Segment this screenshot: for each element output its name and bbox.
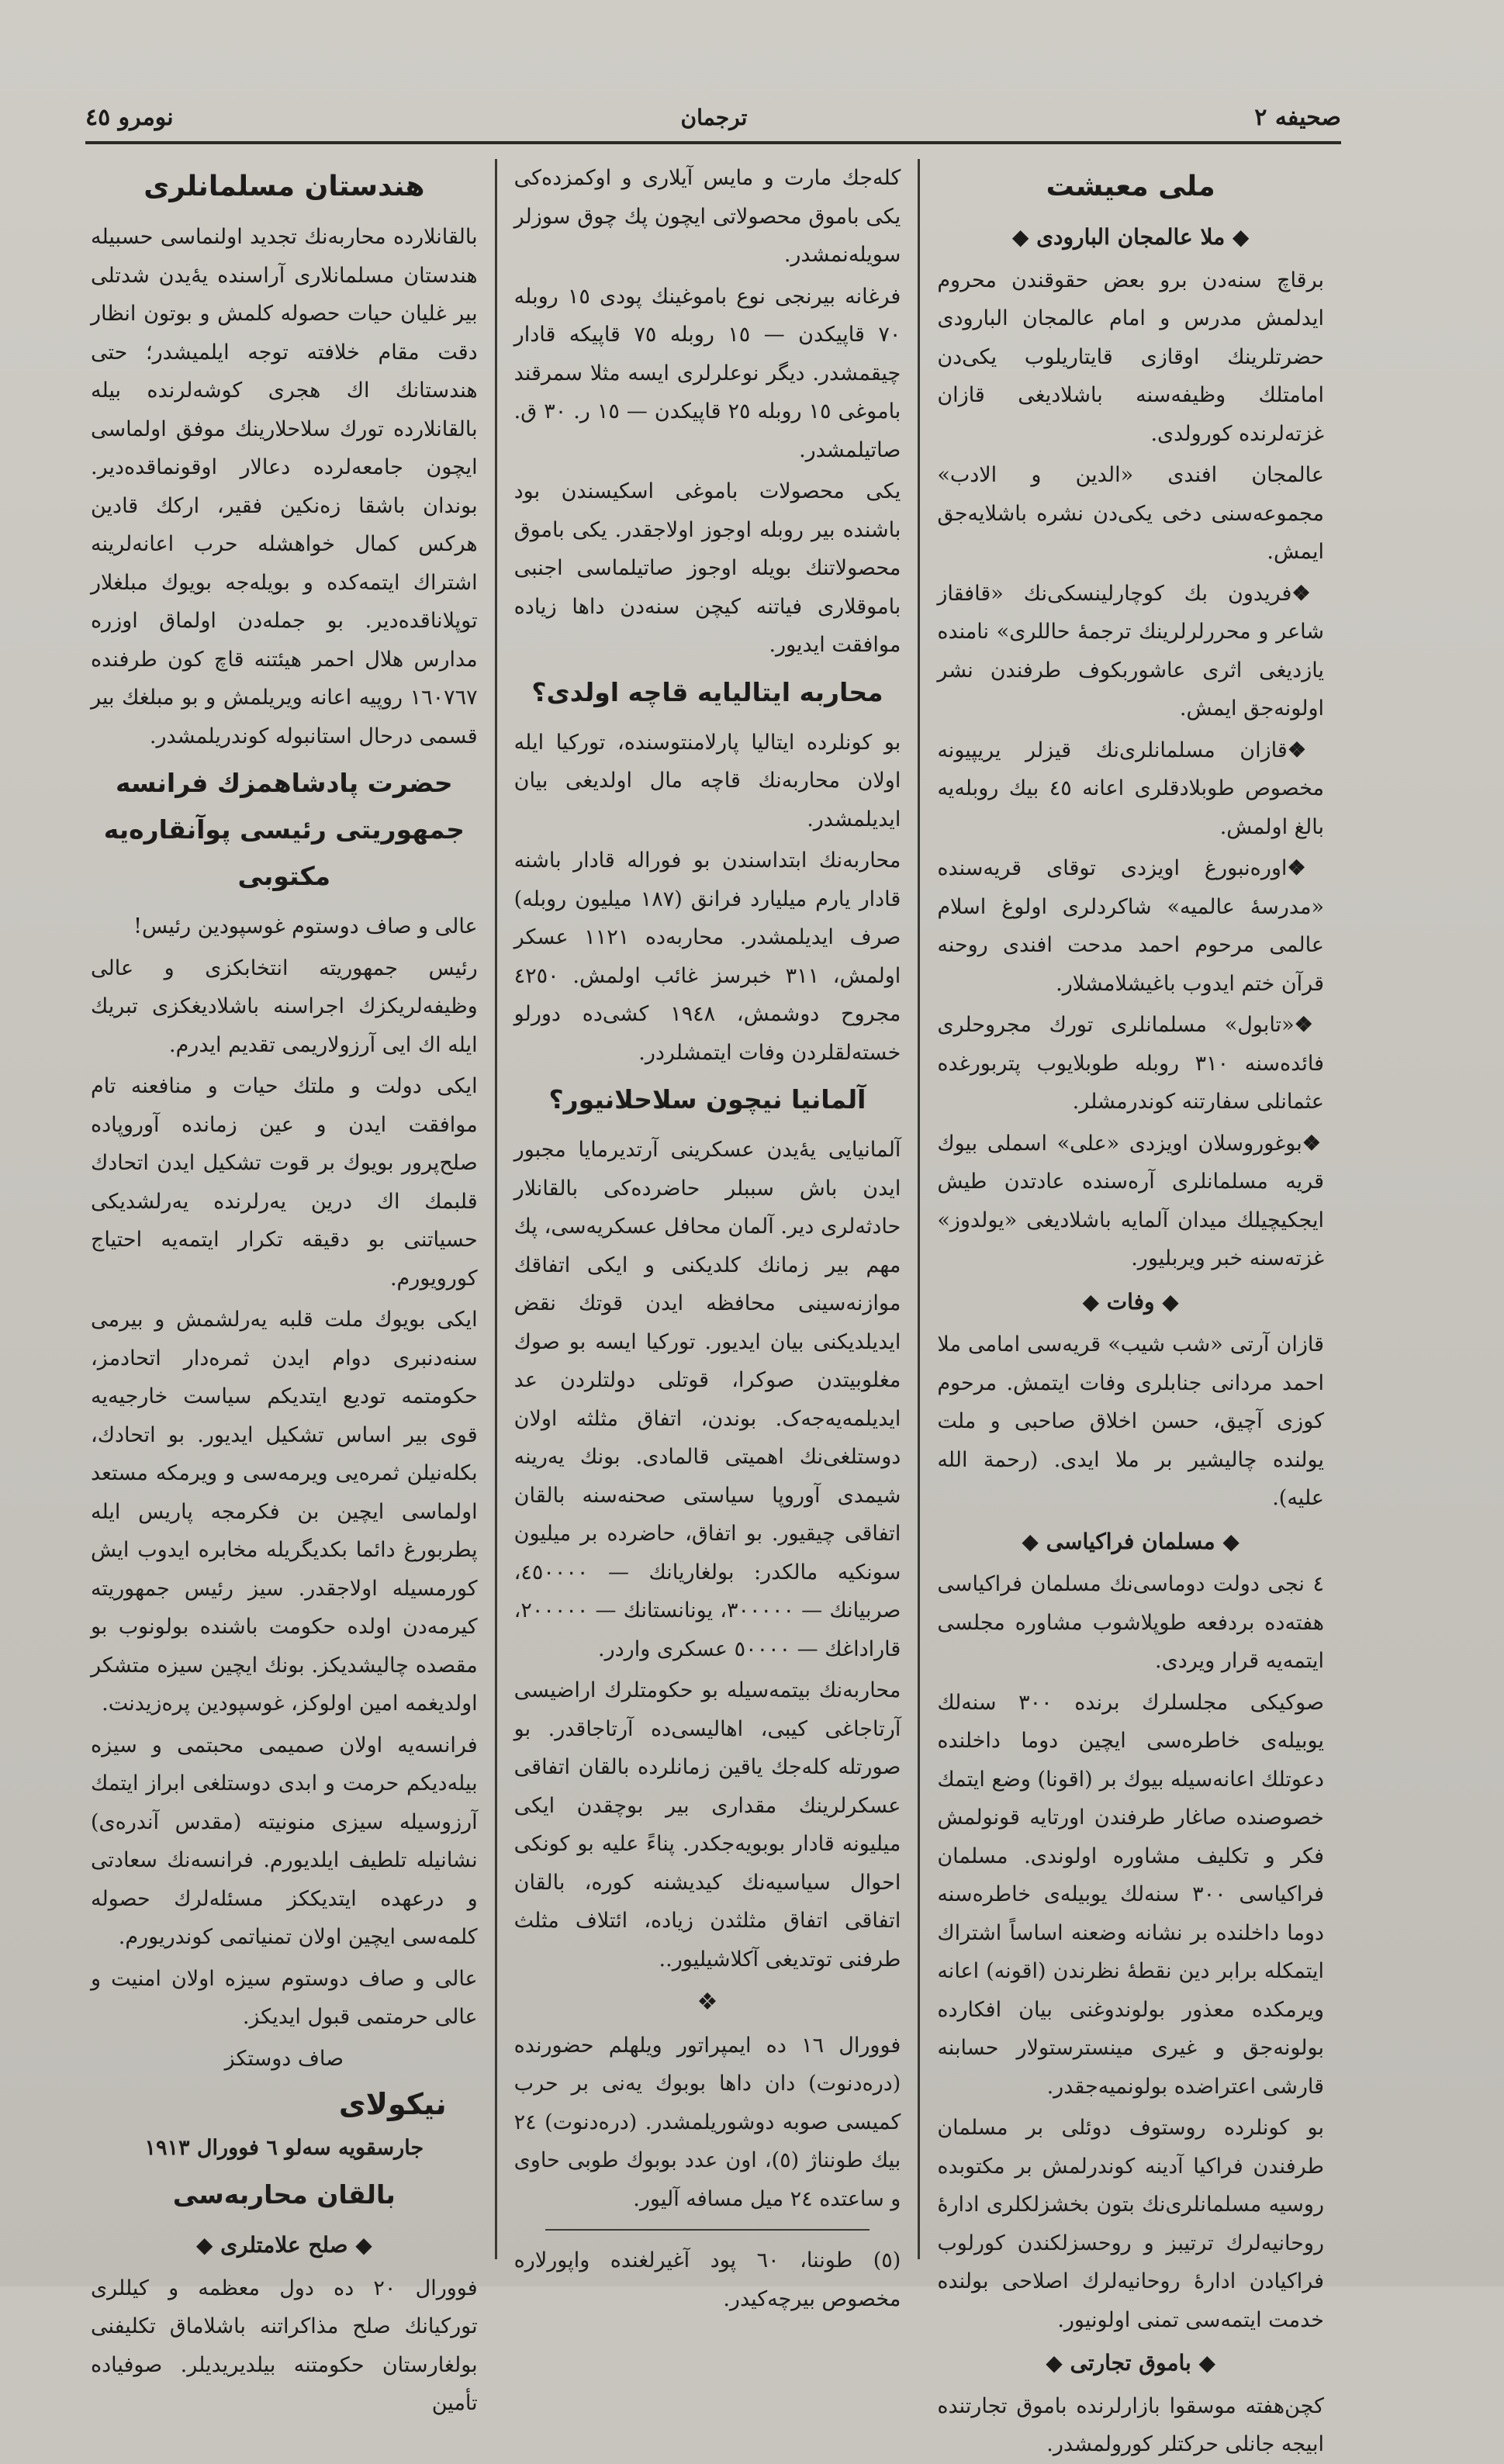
news-item: ❖ قازان مسلمانلری‌نك قیزلر یریپیونه مخصوص طوبلادقلری اعانه ٤٥ بیك روبله‌یه بالغ اولمش. [937, 731, 1324, 847]
paragraph: فوورال ١٦ ده ایمپراتور ویلهلم حضورنده (دره‌دنوت) دان داها بوبوك یه‌نی بر حرب کمیسی صوبه دوشوریلمشدر. (دره‌دنوت) ٢٤ بیك طونناژ (٥)، اون عدد بوبوك طوبی حاوی و ساعتده ٢٤ میل مسافه آلیور. [513, 2033, 901, 2211]
section-subheading: ◆ وفات ◆ [937, 1283, 1324, 1322]
news-item: ❖ فریدون بك کوچارلینسکی‌نك «قافقاز شاعر و محررلرلرینك ترجمهٔ حاللری» نامنده یازدیغی اثری عاشوربکوف طرفندن نشر اولونه‌جق ایمش. [937, 575, 1324, 728]
section-subheading: ◆ ملا عالمجان البارودی ◆ [937, 218, 1324, 257]
news-item: ❖ بوغوروسلان اویزدی «علی» اسملی بیوك قریه مسلمانلری آره‌سنده عادتدن طیش ایجکیچیلك میدان آلمایه باشلادیغی «یولدوز» غزته‌سنه خبر ویربلیور. [937, 1125, 1324, 1278]
news-item: ❖ اوره‌نبورغ اویزدی توقای قریه‌سنده «مدرسهٔ عالمیه» شاکردلری اولوغ اسلام عالمی مرحوم احمد مدحت افندی روحنه قرآن ختم ایدوب باغیشلامشلار. [937, 849, 1324, 1003]
paragraph: بالقانلارده محاربه‌نك تجدید اولنماسی حسبیله هندستان مسلمانلاری آراسنده یه‌ٔیدن شدتلی بیر غلیان حیات حصوله کلمش و بوتون انظار دقت مقام خلافته توجه ایلمیشدر؛ حتی هندستانك اك هجری کوشه‌لرنده بیله بالقانلارده تورك سلاحلارینك موفق اولماسی ایچون جامعه‌لرده دعالار اوقونماقده‌دیر. بوندان باشقا زه‌نکین فقیر، ارکك قادین هرکس کمال خواهشله حرب اعانه‌لرینه اشتراك ایتمه‌کده و بویله‌جه بویوك مبلغلار توپلاناقده‌دیر. بو جمله‌دن اولماق اوزره مدارس هلال احمر هیئتنه قاچ کون طرفنده ١٦٠٧٦٧ روپیه اعانه ویریلمش و بو مبلغك بیر قسمی درحال استانبوله کوندریلمشدر. [90, 225, 478, 748]
section-subheading: ◆ صلح علامتلری ◆ [91, 2226, 478, 2265]
paragraph: محاربه‌نك ابتداسندن بو فوراله قادار باشنه قادار یارم میلیارد فرانق (١٨٧ میلیون روبله) صرف ایدیلمشدر. محاربه‌ده ١١٢١ عسکر اولمش، ٣١١ خبرسز غائب اولمش. ٤٢٥٠ مجروح دوشمش، ١٩٤٨ کشی‌ده دورلو خسته‌لقلردن وفات ایتمشلردر. [513, 848, 901, 1065]
issue-label: نومرو ٤٥ [85, 103, 174, 131]
paragraph: محاربه‌نك بیتمه‌سیله بو حکومتلرك اراضیسی آرتاجاغی کیبی، اهالیسی‌ده آرتاجاقدر. بو صورتله کله‌جك یاقین زمانلرده بالقان اتفاقی عسکرلرینك مقداری بیر بوچقدن ایکی میلیونه قادار بوبویه‌جکدر. پناءً علیه بو کونکی احوال سیاسیه‌نك کیدیشنه کوره، بالقان اتفاقی اتفاق مثلثدن زیاده، ائتلاف مثلث طرفنی توتدیغی آکلاشیلیور.. [513, 1678, 901, 1972]
paragraph: ایکی بویوك ملت قلبه یه‌رلشمش و بیرمی سنه‌دنبری دوام ایدن ثمره‌دار اتحادمز، حکومتمه تودیع ایتدیکم سیاست خارجیه‌یه قوی بیر اساس تشکیل ایدیور. بو اتحادك، بکله‌نیلن ثمره‌یی ویرمه‌سی و ویرمکه مستعد اولماسی ایچین بن فکرمجه پاریس ایله پطربورغ دائما بکدیگریله مخابره ایدوب ایش کورمسیله اولاجقدر. سیز رئیس جمهوریته کیرمه‌دن اولده حکومت باشنده بولونوب بو مقصده چالیشدیکز. بونك ایچین سیزه متشکر اولدیغمه امین اولوکز، غوسپودین پره‌زیدنت. [90, 1308, 478, 1716]
paragraph: کله‌جك مارت و مایس آیلاری و اوکمزده‌کی یکی باموق محصولاتی ایچون پك چوق سوزلر سویله‌نمشدر. [513, 166, 901, 267]
page-label: صحیفه ۲ [1254, 103, 1341, 131]
paragraph: عالمجان افندی «الدین و الادب» مجموعه‌سنی دخی یکی‌دن نشره باشلایه‌جق ایمش. [937, 463, 1324, 564]
divider-line [545, 2229, 870, 2231]
paragraph: برقاچ سنه‌دن برو بعض حقوقندن محروم ایدلمش مدرس و امام عالمجان البارودی حضرتلرینك اوقازی قایتاریلوب یکی‌دن امامتلك وظیفه‌سنه باشلادیغی قازان غزته‌لرنده کورولدی. [937, 268, 1324, 446]
paragraph: صاف دوستکز [224, 2046, 344, 2071]
paragraph: فوورال ٢٠ ده دول معظمه و کیللری توركیانك صلح مذاکراتنه باشلاماق تکلیفنی بولغارستان حکومتنه بیلدیریدیلر. صوفیاده تأمین [90, 2276, 478, 2415]
article-heading: حضرت پادشاهمزك فرانسه جمهوریتی رئیسی پوآنقاره‌یه مکتوبی [103, 768, 465, 891]
article-heading: آلمانیا نیچون سلاحلانیور؟ [548, 1084, 866, 1115]
ornament-divider: ❖ [697, 1989, 718, 2016]
article-heading: هندستان مسلمانلری [143, 171, 425, 202]
section-subheading: ◆ باموق تجارتی ◆ [937, 2344, 1324, 2383]
paragraph: یکی محصولات باموغی اسکیسندن بود باشنده بیر روبله اوجوز اولاجقدر. یکی باموق محصولاتنك بویله اوجوز صاتیلماسی اجنبی باموقلاری فیاتنه کیچن سنه‌دن داها زیاده موافقت ایدیور. [513, 479, 901, 657]
signature: نیکولای [338, 2087, 447, 2121]
footnote: (٥) طوننا، ٦٠ پود آغیرلغنده واپورلاره مخصوص بیرچه‌کیدر. [513, 2248, 901, 2311]
newspaper-title: ترجمان [680, 104, 748, 130]
paragraph: بو کونلرده ایتالیا پارلامنتوسنده، تورکیا ایله اولان محاربه‌نك قاچه مال اولدیغی بیان ایدیلمشدر. [513, 730, 901, 831]
paragraph: فرانسه‌یه اولان صمیمی محبتمی و سیزه بیله‌دیکم حرمت و ابدی دوستلغی ابراز ایتمك آرزوسیله سیزی منونیته (مقدس آندره‌ی) نشانیله تلطیف ایلدیورم. فرانسه‌نك سعادتی و درعهده ایتدیککز مسئله‌لرك حصوله کلمه‌سی ایچین اولان تمنیاتمی کوندریورم. [90, 1733, 478, 1949]
paragraph: ٤ نجی دولت دوماسی‌نك مسلمان فراکیاسی هفته‌ده بردفعه طوپلاشوب مشاوره مجلسی ایتمه‌یه قرار ویردی. [937, 1572, 1324, 1673]
masthead [85, 93, 1341, 144]
article-heading: محاربه ایتالیایه قاچه اولدی؟ [531, 676, 883, 707]
paragraph: آلمانیایی یه‌ٔیدن عسکرینی آرتدیرمایا مجبور ایدن باش سببلر حاضرده‌کی بالقانلار حادثه‌لری دیر. آلمان محافل عسکریه‌سی، پك مهم بیر زمانك کلدیکنی و ایکی اتفاقك موازنه‌سینی محافظه ایدن قوتك نقض ایدیلدیکنی بیان ایدیور. تورکیا ایسه بو صوك مغلوبیتدن صوکرا، قوتلی دولتلردن عد ایدیلمه‌یه‌جه‌ک. بوندن، اتفاق مثلثه اولان دوستلغی‌نك اهمیتی قالمادی. بونك یه‌رینه شیمدی آوروپا سیاستی صحنه‌سنه بالقان اتفاقی چیقیور. بو اتفاق، حاضرده بر میلیون سونکیه مالکدر: بولغاریانك — ٤٥٠٠٠٠، صربیانك — ٣٠٠٠٠٠، یونانستانك — ٢٠٠٠٠٠، قاراداغك — ٥٠٠٠٠ عسکری واردر. [513, 1138, 901, 1661]
paragraph: صوکیکی مجلسلرك برنده ٣٠٠ سنه‌لك یوبیله‌ی خاطره‌سی ایچین دوما داخلنده دعوتلك اعانه‌سیله بیوك بر (اقونا) وضع ایتمك خصوصنده صاغار طرفندن اورتایه قونولمش فکر و تکلیف مشاوره اولوندی. مسلمان فراکیاسی ٣٠٠ سنه‌لك یوبیله‌ی خاطره‌سنه دوما داخلنده بر نشانه وضعنه اساساً اشتراك ایتمکله برابر دین نقطهٔ نظرندن (اقونه) اعانه ویرمکده معذور بولوندوغنی بیان افکارده بولونه‌جق و غیری مینسترستولار حسابنه قارشی اعتراضده بولونمیه‌جقدر. [937, 1690, 1324, 2099]
column-left [74, 159, 497, 2415]
column-middle [497, 159, 921, 2311]
article-heading: بالقان محاربه‌سی [172, 2179, 396, 2210]
section-subheading: ◆ مسلمان فراکیاسی ◆ [937, 1522, 1324, 1561]
paragraph: قازان آرتی «شب شیب» قریه‌سی امامی ملا احمد مردانی جنابلری وفات ایتمش. مرحوم کوزی آچیق، حسن اخلاق صاحبی و ملت یولنده چالیشیر بر ملا ایدی. (رحمة الله علیه). [937, 1332, 1324, 1510]
article-heading: ملی معیشت [1046, 171, 1215, 202]
news-item: ❖ «تابول» مسلمانلری تورك مجروحلری فائده‌سنه ٣١٠ روبله طوبلایوب پتربورغده عثمانلی سفارتنه کوندرمشلر. [937, 1006, 1324, 1121]
paragraph: کچن‌هفته موسقوا بازارلرنده باموق تجارتنده ابیجه جانلی حرکتلر کورولمشدر. [937, 2393, 1324, 2456]
paragraph: عالی و صاف دوستوم سیزه اولان امنیت و عالی حرمتمی قبول ایدیکز. [90, 1966, 478, 2029]
paragraph: عالی و صاف دوستوم غوسپودین رئیس! [133, 914, 478, 938]
paragraph: فرغانه بیرنجی نوع باموغینك پودی ١٥ روبله ٧٠ قاپیکدن — ١٥ روبله ٧٥ قاپیکه قادار چیقمشدر. دیگر نوعلرلری ایسه مثلا سمرقند باموغی ١٥ روبله ٢٥ قاپیکدن — ١٥ ر. ٣٠ ق. صاتیلمشدر. [513, 284, 901, 462]
dateline: جارسقویه سه‌لو ٦ فوورال ١٩١٣ [144, 2135, 424, 2160]
paragraph: ایکی دولت و ملتك حیات و منافعنه تام موافقت ایدن و عین زمانده آوروپاده صلح‌پرور بویوك بر قوت تشکیل ایدن اتحادك قلبمك اك درین یه‌رلرنده یه‌رلشدیکی حسیاتنی بو دقیقه تکرار ایتمه‌یه احتیاج کورویورم. [90, 1074, 478, 1291]
paragraph: بو کونلرده روستوف دوئلی بر مسلمان طرفندن فراکیا آدینه کوندرلمش بر مکتوبده روسیه مسلمانلری‌نك بتون بخشزلکلری ادارهٔ روحانیه‌لرك ترتیبز و روحسزلکندن کورلوب فراکیادن ادارهٔ روحانیه‌لرك اصلاحی بولنده خدمت ایتمه‌سی تمنی اولونیور. [937, 2116, 1324, 2332]
paragraph: رئیس جمهوریته انتخابکزی و عالی وظیفه‌لریکزك اجراسنه باشلادیغکزی تبریك ایله اك ایی آرزولاریمی تقدیم ایدرم. [90, 956, 478, 1057]
column-right [920, 159, 1341, 2456]
columns [74, 159, 1341, 2456]
